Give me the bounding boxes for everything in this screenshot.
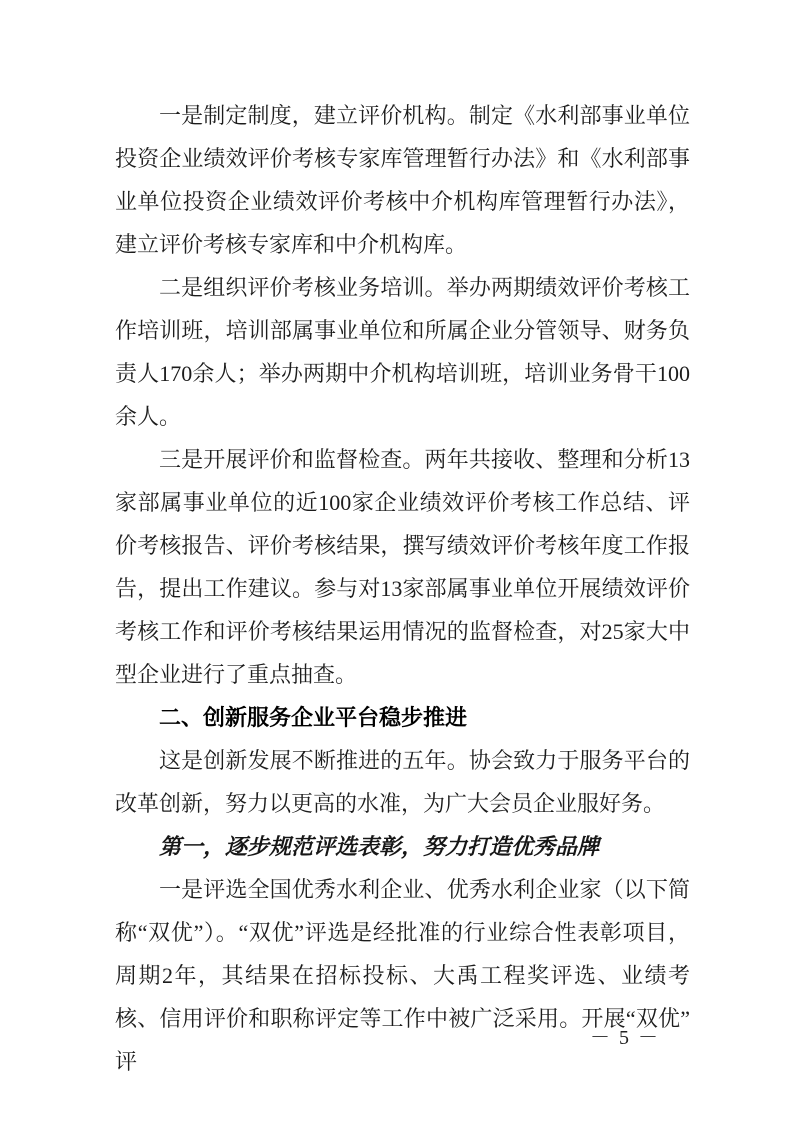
subsection-heading: 第一，逐步规范评选表彰，努力打造优秀品牌: [159, 834, 600, 859]
body-paragraph: 这是创新发展不断推进的五年。协会致力于服务平台的改革创新，努力以更高的水准，为广大会员企业服好务。: [115, 748, 690, 816]
page-number: － 5 －: [590, 1027, 660, 1049]
document-body: [115, 94, 690, 1083]
body-paragraph: 一是制定制度，建立评价机构。制定《水利部事业单位投资企业绩效评价考核专家库管理暂行办法》和《水利部事业单位投资企业绩效评价考核中介机构库管理暂行办法》，建立评价考核专家库和中介机构库。: [115, 103, 690, 257]
body-paragraph: 一是评选全国优秀水利企业、优秀水利企业家（以下简称“双优”）。“双优”评选是经批准的行业综合性表彰项目，周期2年，其结果在招标投标、大禹工程奖评选、业绩考核、信用评价和职称评定等工作中被广泛采用。开展“双优”评: [115, 877, 690, 1074]
body-paragraph: 三是开展评价和监督检查。两年共接收、整理和分析13家部属事业单位的近100家企业绩效评价考核工作总结、评价考核报告、评价考核结果，撰写绩效评价考核年度工作报告，提出工作建议。参与对13家部属事业单位开展绩效评价考核工作和评价考核结果运用情况的监督检查，对25家大中型企业进行了重点抽查。: [115, 447, 690, 687]
body-paragraph: 二是组织评价考核业务培训。举办两期绩效评价考核工作培训班，培训部属事业单位和所属企业分管领导、财务负责人170余人；举办两期中介机构培训班，培训业务骨干100余人。: [115, 275, 690, 429]
section-heading: 二、创新服务企业平台稳步推进: [159, 705, 468, 730]
